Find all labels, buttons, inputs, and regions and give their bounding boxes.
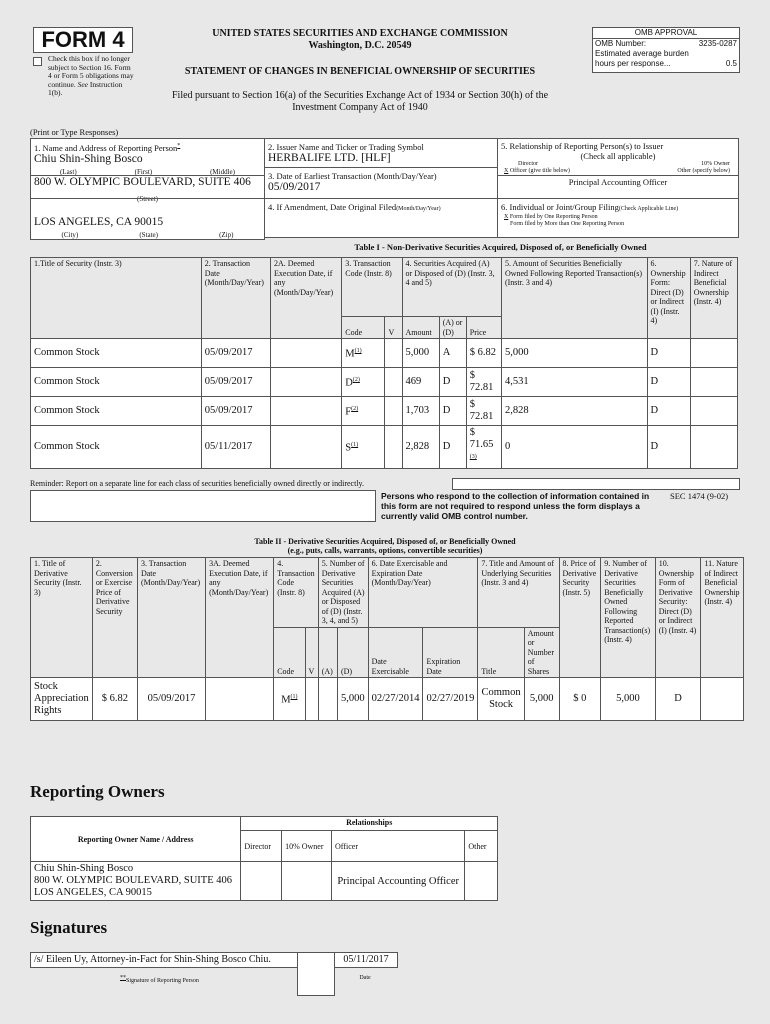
label-reporting-person: 1. Name and Address of Reporting Person* xyxy=(34,142,181,153)
t2-h1: 1. Title of Derivative Security (Instr. 3) xyxy=(31,558,93,678)
filing-more: Form filed by More than One Reporting Person xyxy=(510,221,625,227)
officer-row: X Officer (give title below) Other (specify below) xyxy=(504,168,730,174)
t1-sub-price: Price xyxy=(466,317,501,339)
t2-cell-title: Stock Appreciation Rights xyxy=(31,678,93,721)
t1-h4: 4. Securities Acquired (A) or Disposed of (D) (Instr. 3, 4 and 5) xyxy=(402,258,501,317)
label-issuer: 2. Issuer Name and Ticker or Trading Symbol xyxy=(268,142,424,152)
t2-h5: 5. Number of Derivative Securities Acquired (A) or Disposed of (D) (Instr. 3, 4, and 5) xyxy=(318,558,368,628)
t2-h11: 11. Nature of Indirect Beneficial Ownership (Instr. 4) xyxy=(701,558,744,678)
signature-box xyxy=(30,952,298,968)
table2 xyxy=(30,557,744,721)
signature-date-box xyxy=(334,952,398,968)
t1-h2a: 2A. Deemed Execution Date, if any (Month/Day/Year) xyxy=(271,258,342,339)
t2-sub-d: (D) xyxy=(337,627,368,678)
t1-h7: 7. Nature of Indirect Beneficial Ownership (Instr. 4) xyxy=(690,258,737,339)
t1-cell-title: Common Stock xyxy=(31,426,202,469)
t1-cell-code: $S^{(1)}$ xyxy=(342,426,385,469)
footnote-link[interactable]: (2) xyxy=(352,377,360,384)
t1-cell-date: 05/09/2017 xyxy=(201,397,270,426)
omb-burden: Estimated average burden xyxy=(595,49,689,58)
no-longer-subject-checkbox[interactable] xyxy=(33,57,42,66)
footnote-link[interactable]: (1) xyxy=(351,442,359,448)
t1-sub-aord: (A) or (D) xyxy=(439,317,466,339)
t1-cell-owned: 4,531 xyxy=(501,368,647,397)
t1-h3: 3. Transaction Code (Instr. 8) xyxy=(342,258,402,317)
t1-cell-owned: 0 xyxy=(501,426,647,469)
officer-title: Principal Accounting Officer xyxy=(498,175,738,187)
filing-box xyxy=(497,198,739,238)
t1-sub-v: V xyxy=(385,317,402,339)
t1-h6: 6. Ownership Form: Direct (D) or Indirect (I) (Instr. 4) xyxy=(647,258,690,339)
t1-cell-owned: 5,000 xyxy=(501,339,647,368)
t2-cell-exercisable: 02/27/2014 xyxy=(368,678,423,721)
signer: /s/ Eileen Uy, Attorney-in-Fact for Shin-Shing Bosco Chiu. xyxy=(34,954,271,965)
ro-ten-cell xyxy=(282,862,332,901)
t1-h1: 1.Title of Security (Instr. 3) xyxy=(31,258,202,339)
t1-cell-title: Common Stock xyxy=(31,397,202,426)
t2-sub-exercisable: Date Exercisable xyxy=(368,627,423,678)
street-label: (Street) xyxy=(137,194,158,203)
t2-cell-form: D xyxy=(655,678,701,721)
t1-sub-amount: Amount xyxy=(402,317,439,339)
t2-cell-code: $M^{(1)}$ xyxy=(274,678,305,721)
table-row xyxy=(31,678,744,721)
t1-cell-date: 05/09/2017 xyxy=(201,339,270,368)
t1-cell-form: D xyxy=(647,426,690,469)
reporting-owners-table xyxy=(30,816,498,901)
t2-cell-d: 5,000 xyxy=(337,678,368,721)
label-filing: 6. Individual or Joint/Group Filing(Check Applicable Line) xyxy=(501,202,679,212)
form-title: FORM 4 xyxy=(41,27,125,52)
t1-cell-deemed xyxy=(271,368,342,397)
t2-sub-amount: Amount or Number of Shares xyxy=(524,627,559,678)
reporting-city-line: LOS ANGELES, CA 90015 xyxy=(34,215,164,228)
filed-pursuant: Filed pursuant to Section 16(a) of the Securities Exchange Act of 1934 or Section 30(h) of the Investment Company Act of 1940 xyxy=(171,90,549,113)
footnote-link[interactable]: (3) xyxy=(469,454,477,460)
table-row xyxy=(31,368,738,397)
reporting-person-box xyxy=(30,138,265,240)
t1-cell-nature xyxy=(690,339,737,368)
form-title-box xyxy=(33,27,133,53)
t1-cell-nature xyxy=(690,397,737,426)
t2-h4: 4. Transaction Code (Instr. 8) xyxy=(274,558,318,628)
omb-title: OMB APPROVAL xyxy=(593,28,739,39)
ro-director-cell xyxy=(241,862,282,901)
ro-owner-cell: Chiu Shin-Shing Bosco 800 W. OLYMPIC BOULEVARD, SUITE 406 LOS ANGELES, CA 90015 xyxy=(31,862,241,901)
t1-cell-price: $ 72.81 xyxy=(466,397,501,426)
sec-code: SEC 1474 (9-02) xyxy=(670,491,729,501)
filing-one: X Form filed by One Reporting Person xyxy=(504,214,598,220)
footnote-link[interactable]: (1) xyxy=(354,348,362,355)
t1-cell-title: Common Stock xyxy=(31,368,202,397)
date-label: Date xyxy=(359,975,371,981)
t2-h8: 8. Price of Derivative Security (Instr. 5) xyxy=(559,558,601,678)
checkbox-text: Check this box if no longer subject to Section 16. Form 4 or Form 5 obligations may continue. See Instruction 1(b). xyxy=(48,54,134,97)
ro-col-name: Reporting Owner Name / Address xyxy=(31,817,241,862)
agency-name: UNITED STATES SECURITIES AND EXCHANGE COMMISSION Washington, D.C. 20549 xyxy=(212,28,508,51)
table-row xyxy=(31,862,498,901)
t2-cell-nature xyxy=(701,678,744,721)
t1-cell-code: $M^{(1)}$ xyxy=(342,339,385,368)
table-row xyxy=(31,426,738,469)
t1-cell-form: D xyxy=(647,368,690,397)
t2-cell-conversion: $ 6.82 xyxy=(92,678,137,721)
t1-cell-nature xyxy=(690,368,737,397)
ro-col-other: Other xyxy=(465,831,498,862)
t1-cell-form: D xyxy=(647,397,690,426)
ro-col-ten: 10% Owner xyxy=(282,831,332,862)
t2-sub-a: (A) xyxy=(318,627,337,678)
t1-cell-code: $F^{(2)}$ xyxy=(342,397,385,426)
t2-sub-title: Title xyxy=(478,627,524,678)
signature-label: **Signature of Reporting Person xyxy=(120,975,199,984)
amendment-box xyxy=(264,198,499,238)
t1-cell-amount: 5,000 xyxy=(402,339,439,368)
t1-cell-deemed xyxy=(271,426,342,469)
name-parts-labels: (Last) (First) (Middle) xyxy=(59,167,235,176)
t1-cell-owned: 2,828 xyxy=(501,397,647,426)
divider xyxy=(30,198,265,199)
omb-hours-row: hours per response... 0.5 xyxy=(595,59,737,68)
issuer-name: HERBALIFE LTD. [HLF] xyxy=(268,152,391,164)
t1-cell-v xyxy=(385,368,402,397)
t1-cell-amount: 2,828 xyxy=(402,426,439,469)
t1-cell-v xyxy=(385,339,402,368)
t1-cell-date: 05/09/2017 xyxy=(201,368,270,397)
signature-date: 05/11/2017 xyxy=(343,954,389,965)
omb-approval-box xyxy=(592,27,740,73)
relationship-box xyxy=(497,138,739,200)
t1-cell-amount: 1,703 xyxy=(402,397,439,426)
t2-h10: 10. Ownership Form of Derivative Security: Direct (D) or Indirect (I) (Instr. 4) xyxy=(655,558,701,678)
city-state-zip-labels: (City) (State) (Zip) xyxy=(61,230,234,239)
t1-cell-amount: 469 xyxy=(402,368,439,397)
reminder: Reminder: Report on a separate line for each class of securities beneficially owned directly or indirectly. xyxy=(30,479,365,488)
t1-cell-v xyxy=(385,426,402,469)
print-type: (Print or Type Responses) xyxy=(30,127,119,137)
ro-other-cell xyxy=(465,862,498,901)
table-row xyxy=(31,339,738,368)
t1-cell-price: $ 71.65 $^{(3)}$ xyxy=(466,426,501,469)
divider xyxy=(30,175,265,176)
t2-h3: 3. Transaction Date (Month/Day/Year) xyxy=(137,558,205,678)
signatures-heading: Signatures xyxy=(30,918,108,937)
omb-number-row: OMB Number: 3235-0287 xyxy=(595,39,737,48)
t2-h3a: 3A. Deemed Execution Date, if any (Month/Day/Year) xyxy=(206,558,274,678)
footnote-link[interactable]: (2) xyxy=(351,406,359,413)
signature-spacer xyxy=(297,952,335,996)
t1-cell-deemed xyxy=(271,397,342,426)
statement-title: STATEMENT OF CHANGES IN BENEFICIAL OWNERSHIP OF SECURITIES xyxy=(184,66,536,77)
label-check-all: (Check all applicable) xyxy=(580,151,656,161)
earliest-date: 05/09/2017 xyxy=(268,181,321,193)
t2-h9: 9. Number of Derivative Securities Beneficially Owned Following Reported Transaction(s) (Instr. 4) xyxy=(601,558,656,678)
t2-cell-underlying-title: Common Stock xyxy=(478,678,524,721)
t2-h7: 7. Title and Amount of Underlying Securities (Instr. 3 and 4) xyxy=(478,558,559,628)
t2-cell-expiration: 02/27/2019 xyxy=(423,678,478,721)
t1-cell-ad: A xyxy=(439,339,466,368)
t1-h5: 5. Amount of Securities Beneficially Owned Following Reported Transaction(s) (Instr. 3 and 4) xyxy=(501,258,647,339)
t1-cell-title: Common Stock xyxy=(31,339,202,368)
t2-cell-deemed xyxy=(206,678,274,721)
issuer-box xyxy=(264,138,499,200)
sec-box-top xyxy=(452,478,740,490)
t1-cell-deemed xyxy=(271,339,342,368)
t2-sub-expiration: Expiration Date xyxy=(423,627,478,678)
t2-cell-v xyxy=(305,678,318,721)
t1-cell-date: 05/11/2017 xyxy=(201,426,270,469)
t1-cell-ad: D xyxy=(439,368,466,397)
reporting-street: 800 W. OLYMPIC BOULEVARD, SUITE 406 xyxy=(34,175,251,188)
ro-col-officer: Officer xyxy=(332,831,465,862)
persons-notice: Persons who respond to the collection of information contained in this form are not required to respond unless the form displays a currently valid OMB control number. xyxy=(381,491,650,521)
t1-cell-price: $ 72.81 xyxy=(466,368,501,397)
t1-h2: 2. Transaction Date (Month/Day/Year) xyxy=(201,258,270,339)
t1-cell-form: D xyxy=(647,339,690,368)
label-earliest-date: 3. Date of Earliest Transaction (Month/Day/Year) xyxy=(268,171,437,181)
t1-cell-nature xyxy=(690,426,737,469)
table1 xyxy=(30,257,738,469)
t1-cell-ad: D xyxy=(439,426,466,469)
t2-cell-a xyxy=(318,678,337,721)
t1-sub-code: Code xyxy=(342,317,385,339)
footnote-link[interactable]: (1) xyxy=(290,694,298,701)
t2-sub-code: Code xyxy=(274,627,305,678)
ro-col-director: Director xyxy=(241,831,282,862)
reporting-person-name: Chiu Shin-Shing Bosco xyxy=(34,152,143,165)
label-relationship: 5. Relationship of Reporting Person(s) to Issuer xyxy=(501,141,664,151)
t1-cell-code: $D^{(2)}$ xyxy=(342,368,385,397)
t2-h2: 2. Conversion or Exercise Price of Derivative Security xyxy=(92,558,137,678)
table2-title: Table II - Derivative Securities Acquired, Disposed of, or Beneficially Owned (e.g., puts, calls, warrants, options, convertible securities) xyxy=(254,537,516,555)
t1-cell-price: $ 6.82 xyxy=(466,339,501,368)
reminder-box xyxy=(30,490,376,522)
t1-cell-ad: D xyxy=(439,397,466,426)
director-row: Director 10% Owner xyxy=(518,161,730,167)
t2-sub-v: V xyxy=(305,627,318,678)
reporting-owners-heading: Reporting Owners xyxy=(30,782,165,801)
t2-cell-date: 05/09/2017 xyxy=(137,678,205,721)
ro-officer-cell: Principal Accounting Officer xyxy=(332,862,465,901)
t1-cell-v xyxy=(385,397,402,426)
table-row xyxy=(31,397,738,426)
t2-cell-underlying-amount: 5,000 xyxy=(524,678,559,721)
t2-cell-owned: 5,000 xyxy=(601,678,656,721)
table1-title: Table I - Non-Derivative Securities Acquired, Disposed of, or Beneficially Owned xyxy=(354,242,647,252)
ro-relationships: Relationships xyxy=(241,817,498,831)
label-amendment: 4. If Amendment, Date Original Filed(Month/Day/Year) xyxy=(268,202,441,212)
t2-h6: 6. Date Exercisable and Expiration Date (Month/Day/Year) xyxy=(368,558,478,628)
t2-cell-price: $ 0 xyxy=(559,678,601,721)
